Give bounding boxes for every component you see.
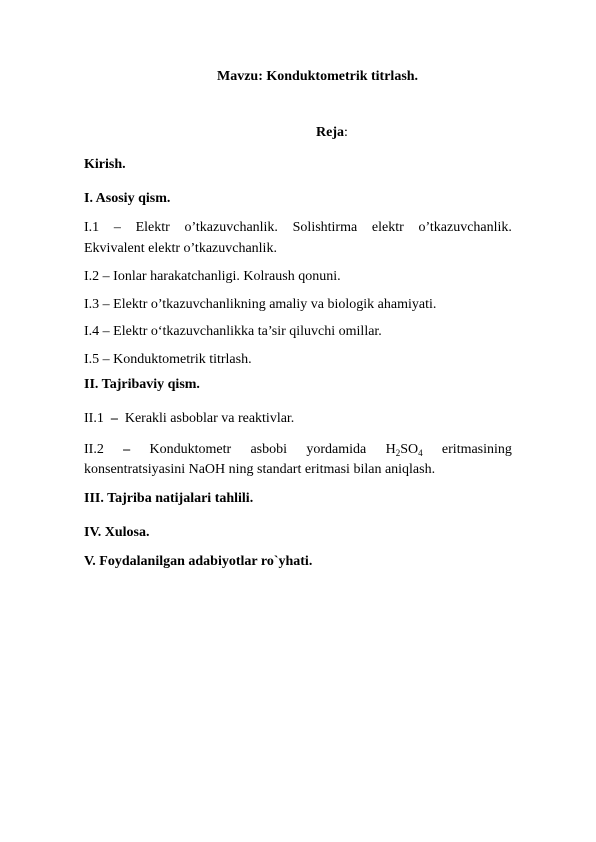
item-1-5: I.5 – Konduktometrik titrlash.	[84, 352, 252, 367]
word: I.1	[84, 220, 100, 235]
word: –	[113, 220, 121, 235]
word: asbobi	[250, 442, 288, 457]
part4-heading: IV. Xulosa.	[84, 525, 150, 540]
item-1-2: I.2 – Ionlar harakatchanligi. Kolraush qonuni.	[84, 269, 341, 284]
word: eritmasining	[441, 442, 512, 457]
plan-label: Reja	[316, 125, 344, 140]
word: elektr	[371, 220, 404, 235]
word: yordamida	[306, 442, 367, 457]
word: –	[123, 442, 131, 457]
item-1-1-line1	[84, 219, 512, 236]
plan-colon: :	[344, 125, 348, 140]
intro-heading: Kirish.	[84, 157, 126, 172]
item-2-1-number: II.1	[84, 411, 104, 426]
word: Solishtirma	[292, 220, 358, 235]
part3-heading: III. Tajriba natijalari tahlili.	[84, 491, 254, 506]
word: o’tkazuvchanlik.	[418, 220, 512, 235]
part2-heading: II. Tajribaviy qism.	[84, 377, 200, 392]
item-1-1-line2: Ekvivalent elektr o’tkazuvchanlik.	[84, 241, 277, 256]
word: o’tkazuvchanlik.	[184, 220, 278, 235]
item-2-1-text: Kerakli asboblar va reaktivlar.	[124, 411, 295, 426]
word: Elektr	[135, 220, 170, 235]
word: II.2	[84, 442, 104, 457]
item-2-1-dash: –	[110, 411, 118, 426]
item-1-4: I.4 – Elektr o‘tkazuvchanlikka ta’sir qiluvchi omillar.	[84, 324, 382, 339]
item-1-3: I.3 – Elektr o’tkazuvchanlikning amaliy va biologik ahamiyati.	[84, 297, 437, 312]
part5-heading: V. Foydalanilgan adabiyotlar ro`yhati.	[84, 554, 313, 569]
part1-heading: I. Asosiy qism.	[84, 191, 171, 206]
page-title: Mavzu: Konduktometrik titrlash.	[217, 69, 419, 84]
chemical-formula: $H_2SO_4$	[385, 442, 423, 458]
item-2-2-line2: konsentratsiyasini NaOH ning standart eritmasi bilan aniqlash.	[84, 462, 436, 477]
item-2-1	[84, 410, 294, 427]
plan-heading	[316, 124, 348, 141]
item-2-2-line1	[84, 441, 512, 458]
word: Konduktometr	[149, 442, 232, 457]
